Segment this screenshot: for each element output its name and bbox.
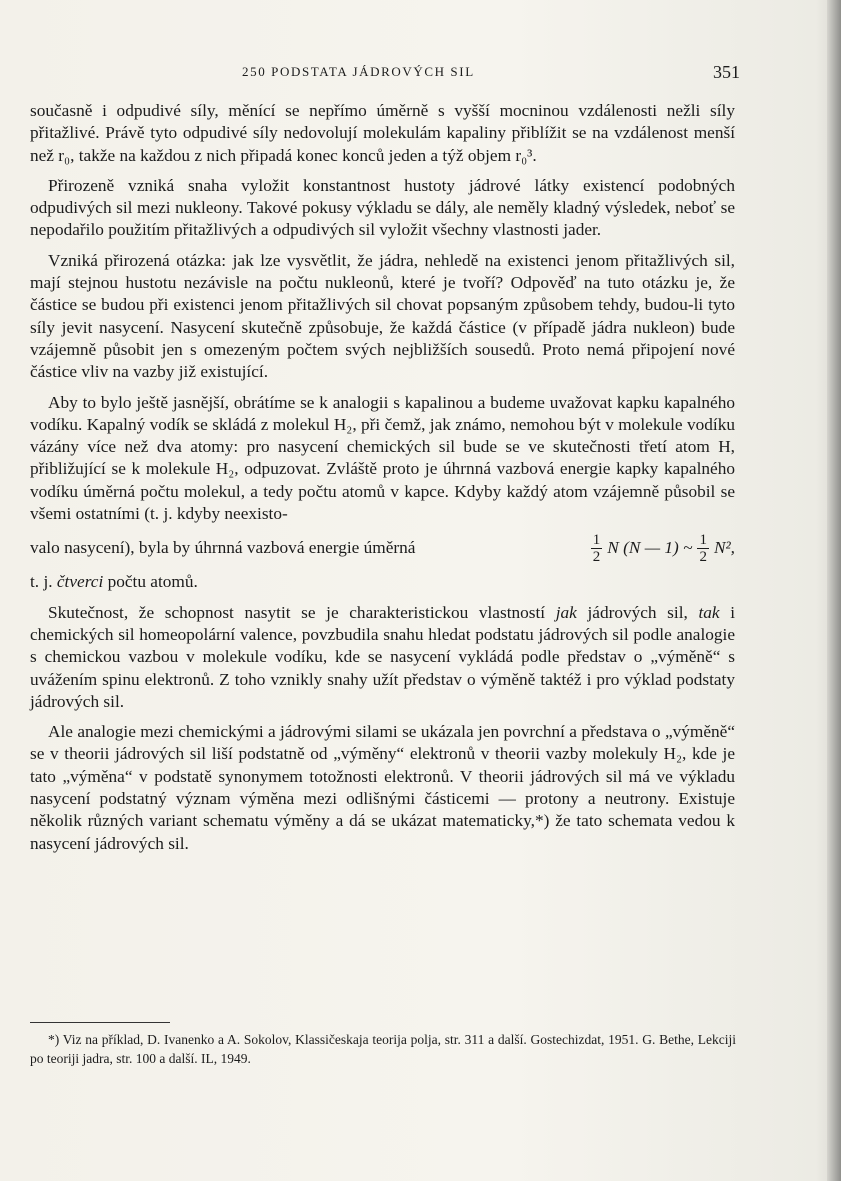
paragraph-5-part-1: Skutečnost, že schopnost nasytit se je charakteristickou vlastností [48,602,556,622]
fraction-numerator: 1 [592,531,601,548]
footnote-text: *) Viz na příklad, D. Ivanenko a A. Sokolov, Klassičeskaja teorija polja, str. 311 a další. Gostechizdat, 1951. G. Bethe, Lekciji po teoriji jadra, str. 100 a další. IL, 1949. [30,1032,736,1066]
page-header [30,62,740,86]
formula-line [30,525,735,571]
footnote [30,1030,736,1068]
formula [589,532,735,565]
paragraph-5-part-3: i chemických sil homeopolární valence, povzbudila snahu hledat podstatu jádrových sil podle analogie s chemickou vazbou v molekule vodíku, kde se nasycení vykládá podle představ o „výměně“ s uvážením spinu elektronů. Z toho vznikly snahy užít představ o výměně taktéž i pro výklad podstaty jádrových sil. [30,602,735,711]
footnote-divider [30,1022,170,1023]
formula-expression-1: N (N — 1) ~ [607,538,693,558]
fraction-1 [591,532,603,565]
page-number: 351 [713,62,740,82]
fraction-denominator: 2 [699,548,707,565]
paragraph-1: současně i odpudivé síly, měnící se nepřímo úměrně s vyšší mocninou vzdálenosti nežli síly přitažlivé. Právě tyto odpudivé síly nedovolují molekulám kapaliny přiblížit se na vzdálenost menší než r₀, takže na každou z nich připadá konec konců jeden a týž objem r₀³. [30,101,735,165]
continuation-suffix: počtu atomů. [103,572,198,592]
continuation-italic: čtverci [56,572,104,592]
paragraph-6: Ale analogie mezi chemickými a jádrovými silami se ukázala jen povrchní a představa o „výměně“ se v theorii jádrových sil liší podstatně od „výměny“ elektronů v theorii vazby molekuly H₂, kde je tato „výměna“ v podstatě synonymem totožnosti elektronů. V theorii jádrových sil má ve výkladu nasycení podstatný význam výměna mezi odlišnými částicemi — protony a neutrony. Existuje několik různých variant schematu výměny a dá se ukázat matematicky,*) že tato schemata vedou k nasycení jádrových sil. [30,722,735,853]
page-edge-shadow [827,0,841,1181]
italic-jak: jak [555,602,577,622]
continuation-prefix: t. j. [30,572,57,592]
formula-prefix: valo nasycení), byla by úhrnná vazbová energie úměrná [30,538,416,558]
running-title: 250 PODSTATA JÁDROVÝCH SIL [242,64,475,79]
body-text [30,100,735,863]
paragraph-4: Aby to bylo ještě jasnější, obrátíme se k analogii s kapalinou a budeme uvažovat kapku kapalného vodíku. Kapalný vodík se skládá z molekul H₂, při čemž, jak známo, nemohou být v molekule vodíku vázány více než dva atomy: pro nasycení chemických sil bude se ve skutečnosti třetí atom H, přibližující se k molekule H₂, odpuzovat. Zvláště proto je úhrnná vazbová energie kapky kapalného vodíku úměrná počtu molekul, a tedy počtu atomů v kapce. Kdyby každý atom vzájemně působil se všemi ostatními (t. j. kdyby neexisto- [30,392,735,524]
paragraph-5 [30,602,735,713]
italic-tak: tak [698,602,720,622]
formula-expression-2: N², [713,538,735,558]
fraction-denominator: 2 [592,548,601,565]
fraction-numerator: 1 [699,531,707,548]
paragraph-3: Vzniká přirozená otázka: jak lze vysvětlit, že jádra, nehledě na existenci jenom přitažlivých sil, mají stejnou hustotu nezávisle na počtu nukleonů, které je tvoří? Odpověď na tuto otázku je, že částice se budou při existenci jenom přitažlivých sil chovat popsaným způsobem tehdy, budou-li tyto síly jevit nasycení. Nasycení skutečně způsobuje, že každá částice (v případě jádra nukleon) bude vzájemně působit jen s omezeným počtem svých nejbližších sousedů. Proto nemá připojení nové částice vliv na vazby již existující. [30,250,735,382]
paragraph-5-part-2: jádrových sil, [576,602,699,622]
paragraph-2: Přirozeně vzniká snaha vyložit konstantnost hustoty jádrové látky existencí podobných odpudivých sil mezi nukleony. Takové pokusy výkladu se dály, ale neměly kladný výsledek, neboť se nepodařilo použitím přitažlivých a odpudivých sil vyložit všechny vlastnosti jader. [30,175,735,240]
fraction-2 [697,532,709,565]
formula-continuation [30,571,735,593]
